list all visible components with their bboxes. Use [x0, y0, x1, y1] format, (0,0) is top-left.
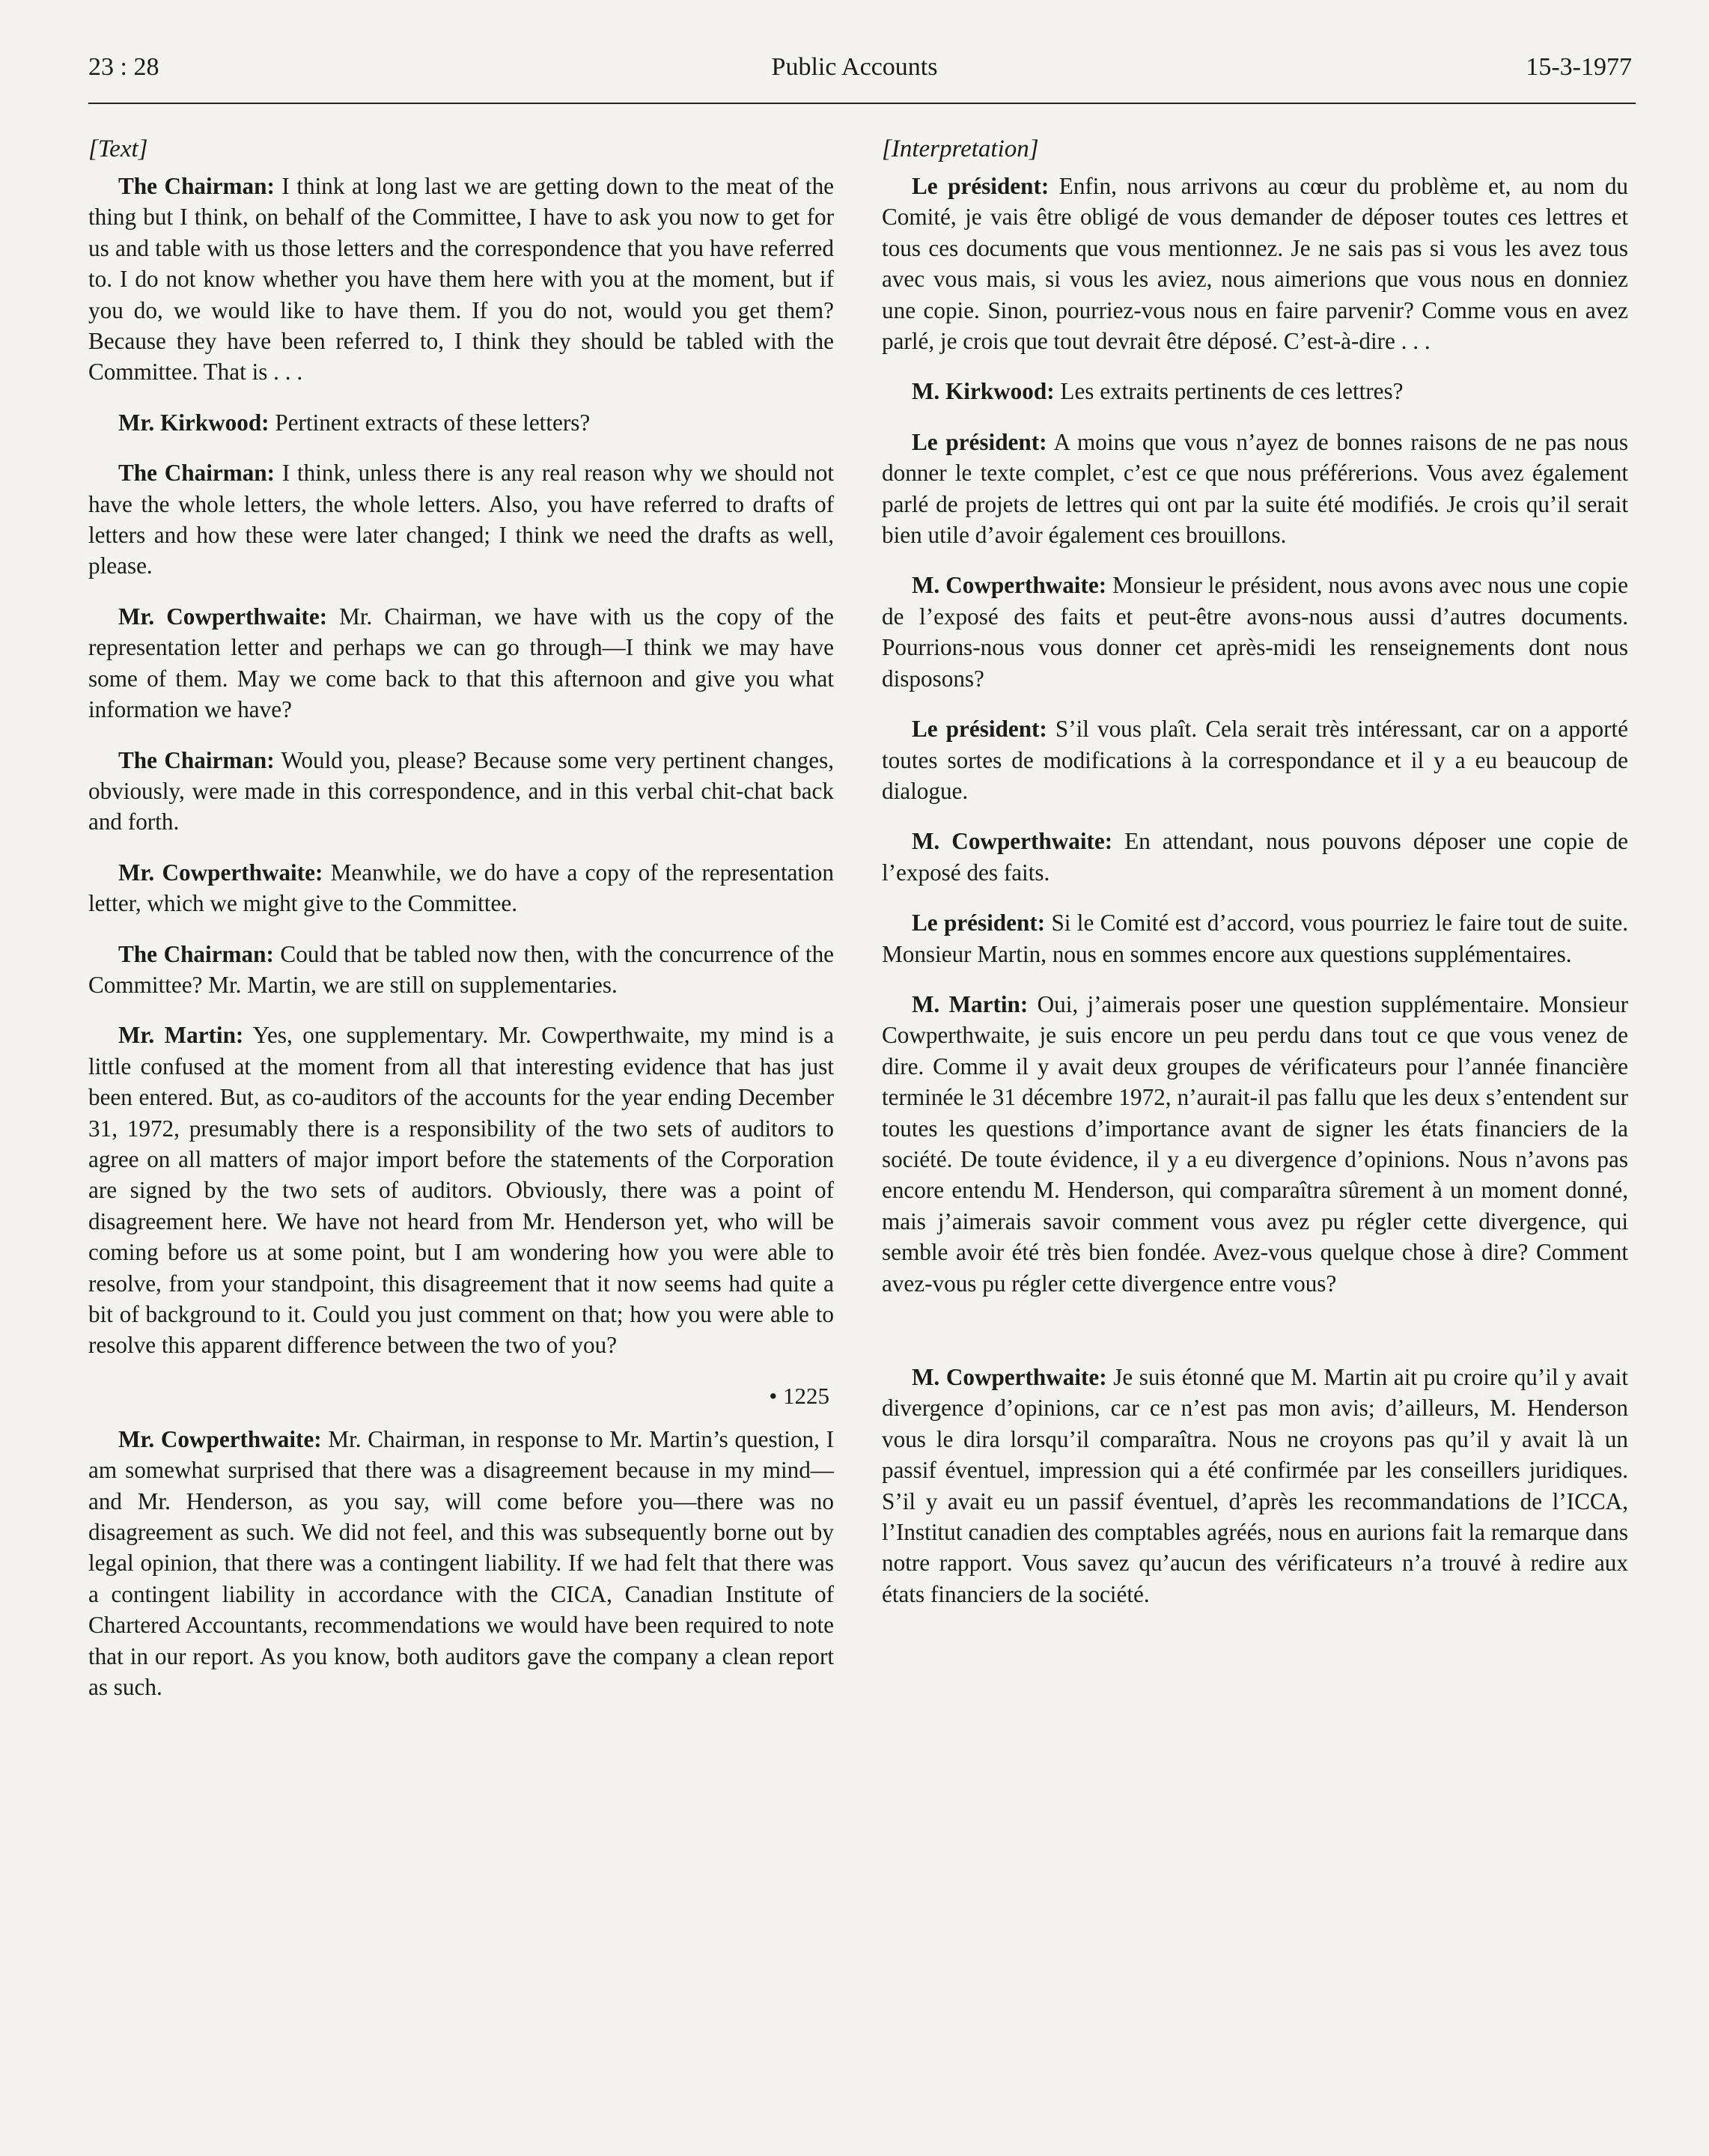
speaker-name: Le président:: [912, 173, 1050, 199]
speech-paragraph: [88, 407, 834, 438]
speech-paragraph: [882, 376, 1628, 406]
speech-text: Meanwhile, we do have a copy of the representation letter, which we might give to the Committee.: [88, 859, 834, 917]
speech-text: I think at long last we are getting down to the meat of the thing but I think, on behalf of the Committee, I have to ask you now to get for us and table with us those letters and the correspondence that you have referred to. I do not know whether you have them here with you at the moment, but if you do, we would like to have them. If you do not, would you get them? Because they have been referred to, I think they should be tabled with the Committee. That is . . .: [88, 173, 835, 386]
language-tag: [Interpretation]: [882, 135, 1039, 162]
speech-text: Would you, please? Because some very pertinent changes, obviously, were made in this correspondence, and in this verbal chit-chat back and forth.: [88, 746, 835, 835]
speech-paragraph: [88, 939, 834, 1001]
speech-text: En attendant, nous pouvons déposer une copie de l’exposé des faits.: [882, 828, 1629, 886]
speech-text: Yes, one supplementary. Mr. Cowperthwaite, my mind is a little confused at the moment from all that interesting evidence that has just been entered. But, as co-auditors of the accounts for the year ending December 31, 1972, presumably there is a responsibility of the two sets of auditors to agree on all matters of major import before the statements of the Corporation are signed by the two sets of auditors. Obviously, there was a point of disagreement here. We have not heard from Mr. Henderson yet, who will be coming before us at some point, but I am wondering how you were able to resolve, from your standpoint, this disagreement that it now seems had quite a bit of background to it. Could you just comment on that; how you were able to resolve this apparent difference between the two of you?: [88, 1022, 835, 1359]
speech-paragraph: [882, 570, 1628, 694]
speech-paragraph: [882, 171, 1628, 356]
speaker-name: M. Cowperthwaite:: [912, 572, 1107, 599]
speech-text: Mr. Chairman, we have with us the copy of the representation letter and perhaps we can go through—I think we may have some of them. May we come back to that this afternoon and give you what information we have?: [88, 603, 834, 723]
speaker-name: M. Martin:: [912, 990, 1029, 1017]
speaker-name: M. Kirkwood:: [912, 378, 1055, 405]
speech-text: A moins que vous n’ayez de bonnes raisons de ne pas nous donner le texte complet, c’est ce que nous préférerions. Vous avez également parlé de projets de lettres qui ont par la suite été modifiés. Je crois qu’il serait bien utile d’avoir également ces brouillons.: [882, 428, 1628, 549]
speech-text: I think, unless there is any real reason why we should not have the whole letters, the whole letters. Also, you have referred to drafts of letters and how these were later changed; I think we need the drafts as well, please.: [88, 460, 835, 579]
speaker-name: The Chairman:: [118, 746, 275, 773]
language-tag: [Text]: [88, 135, 148, 162]
time-marker: • 1225: [769, 1382, 829, 1409]
speech-text: Enfin, nous arrivons au cœur du problème et, au nom du Comité, je vais être obligé de vous demander de déposer toutes ces lettres et tous ces documents que vous mentionnez. Je ne sais pas si vous les avez tous avec vous mais, si vous les aviez, nous aimerions que vous nous en donniez une copie. Sinon, pourriez-vous nous en faire parvenir? Comme vous en avez parlé, je crois que tout devrait être déposé. C’est-à-dire . . .: [882, 173, 1629, 355]
speech-text: Monsieur le président, nous avons avec nous une copie de l’exposé des faits et peut-être avons-nous aussi d’autres documents. Pourrions-nous vous donner cet après-midi les renseignements dont nous disposons?: [882, 572, 1629, 692]
running-title: Public Accounts: [771, 53, 938, 81]
time-marker-spacer: [882, 1318, 1628, 1350]
english-paragraphs-after-marker: [88, 1424, 834, 1703]
speech-paragraph: [88, 171, 834, 388]
speech-paragraph: [882, 826, 1628, 888]
speech-paragraph: [88, 857, 834, 919]
english-column: [88, 133, 834, 1722]
speaker-name: The Chairman:: [118, 173, 275, 199]
speech-paragraph: [882, 1362, 1628, 1610]
speech-paragraph: [882, 907, 1628, 969]
speaker-name: Le président:: [912, 428, 1047, 455]
speech-paragraph: [88, 1020, 834, 1360]
speech-text: Je suis étonné que M. Martin ait pu croire qu’il y avait divergence d’opinions, car ce n’est pas mon avis; d’ailleurs, M. Henderson vous le dira lorsqu’il comparaîtra. Nous ne croyons pas qu’il y avait là un passif éventuel, impression qui a été confirmée par les conseillers juridiques. S’il y avait eu un passif éventuel, d’après les recommandations de l’ICCA, l’Institut canadien des comptables agréés, nous en aurions fait la remarque dans notre rapport. Vous savez qu’aucun des vérificateurs n’a trouvé à redire aux états financiers de la société.: [882, 1364, 1628, 1607]
speech-paragraph: [882, 427, 1628, 551]
speaker-name: Mr. Cowperthwaite:: [118, 1425, 322, 1452]
speech-paragraph: [882, 989, 1628, 1299]
speaker-name: Le président:: [912, 910, 1046, 937]
french-paragraphs: [882, 171, 1628, 1299]
speaker-name: M. Cowperthwaite:: [912, 828, 1113, 855]
speech-text: Mr. Chairman, in response to Mr. Martin’s question, I am somewhat surprised that there was a disagreement because in my mind—and Mr. Henderson, as you say, will come before you—there was no disagreement as such. We did not feel, and this was subsequently borne out by legal opinion, that there was a contingent liability. If we had felt that there was a contingent liability in accordance with the CICA, Canadian Institute of Chartered Accountants, recommendations we would have been required to note that in our report. As you know, both auditors gave the company a clean report as such.: [88, 1425, 835, 1701]
issue-date: 15-3-1977: [1526, 53, 1632, 81]
speech-text: Oui, j’aimerais poser une question supplémentaire. Monsieur Cowperthwaite, je suis encore un peu perdu dans tout ce que vous venez de dire. Comme il y avait deux groupes de vérificateurs pour l’année financière terminée le 31 décembre 1972, n’aurait-il pas fallu que les deux s’entendent sur toutes les questions d’importance avant de signer les états financiers de la société. De toute évidence, il y a eu divergence d’opinions. Nous n’avons pas encore entendu M. Henderson, qui comparaîtra sûrement à un moment donné, mais j’aimerais savoir comment vous avez pu régler cette divergence, qui semble avoir été très bien fondée. Avez-vous quelque chose à dire? Comment avez-vous pu régler cette divergence entre vous?: [882, 990, 1628, 1297]
page-number: 23 : 28: [88, 53, 159, 81]
speech-paragraph: [88, 745, 834, 838]
speech-paragraph: [88, 601, 834, 725]
header-rule: [88, 103, 1636, 104]
french-paragraphs-after-marker: [882, 1362, 1628, 1610]
speech-text: Could that be tabled now then, with the concurrence of the Committee? Mr. Martin, we are still on supplementaries.: [88, 940, 835, 998]
speaker-name: Mr. Cowperthwaite:: [118, 859, 323, 886]
speech-paragraph: [88, 457, 834, 582]
speech-paragraph: [882, 713, 1628, 806]
speaker-name: Le président:: [912, 716, 1047, 743]
speaker-name: M. Cowperthwaite:: [912, 1364, 1107, 1390]
english-paragraphs: [88, 171, 834, 1361]
speech-text: Si le Comité est d’accord, vous pourriez le faire tout de suite. Monsieur Martin, nous en sommes encore aux questions supplémentaires.: [882, 910, 1629, 967]
speech-text: Pertinent extracts of these letters?: [275, 409, 591, 436]
speaker-name: The Chairman:: [118, 460, 275, 487]
speaker-name: Mr. Cowperthwaite:: [118, 603, 328, 630]
speaker-name: Mr. Martin:: [118, 1022, 244, 1049]
speech-text: S’il vous plaît. Cela serait très intéressant, car on a apporté toutes sortes de modifications à la correspondance et il y a eu beaucoup de dialogue.: [882, 716, 1629, 804]
speech-text: Les extraits pertinents de ces lettres?: [1060, 378, 1404, 405]
speech-paragraph: [88, 1424, 834, 1703]
french-column: [882, 133, 1628, 1629]
speaker-name: Mr. Kirkwood:: [118, 409, 269, 436]
speaker-name: The Chairman:: [118, 940, 274, 967]
